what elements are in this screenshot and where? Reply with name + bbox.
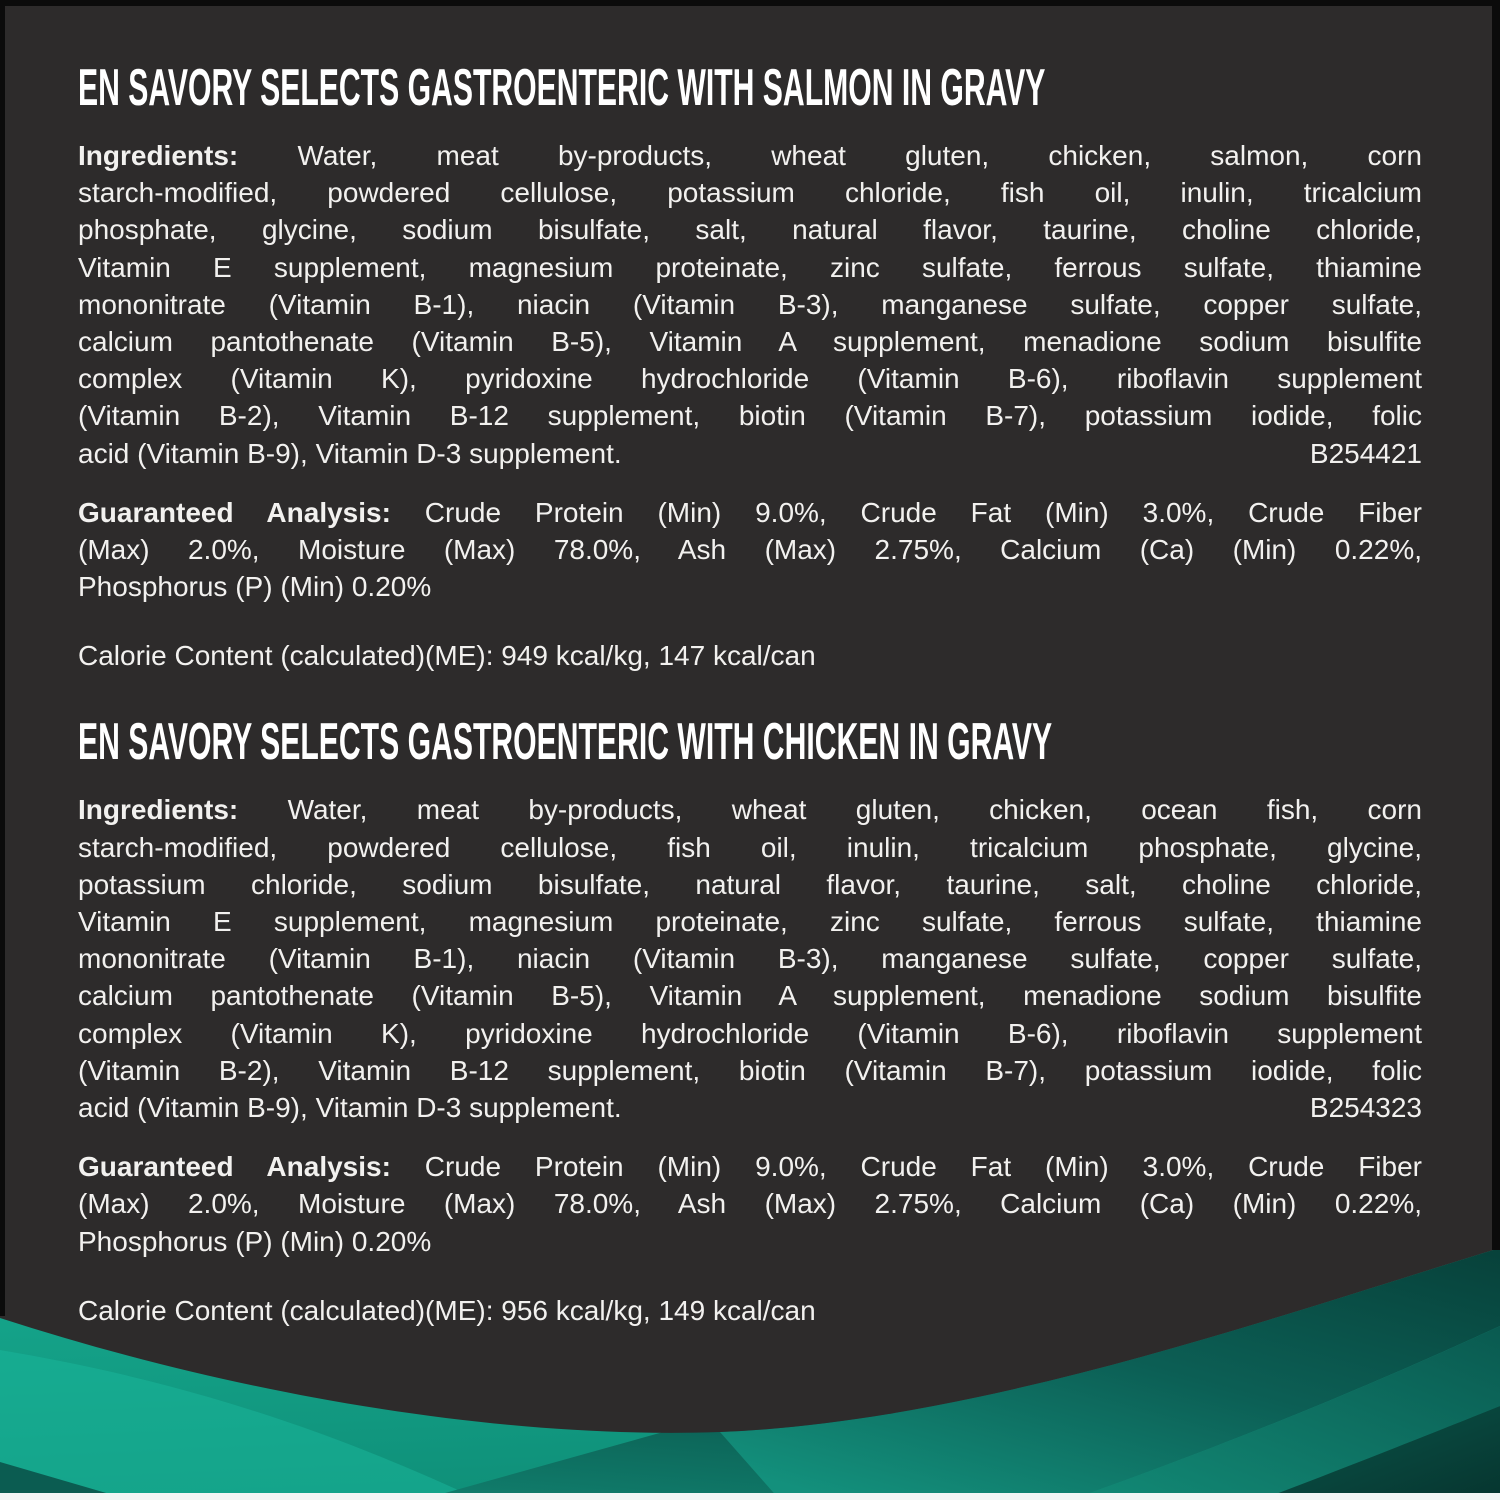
ingredients-line: potassium chloride, sodium bisulfate, natural flavor, taurine, salt, choline chloride, bbox=[78, 868, 1422, 900]
ingredients-line-first bbox=[78, 137, 1422, 174]
ingredients-line: complex (Vitamin K), pyridoxine hydrochloride (Vitamin B-6), riboflavin supplement bbox=[78, 1017, 1422, 1049]
ingredients-line-first-text: Water, meat by-products, wheat gluten, chicken, ocean fish, corn bbox=[287, 794, 1422, 826]
guaranteed-analysis-paragraph bbox=[78, 494, 1422, 606]
ingredients-mid-lines bbox=[78, 174, 1422, 434]
guaranteed-analysis-label: Guaranteed Analysis: bbox=[78, 496, 391, 528]
section-salmon-title: EN SAVORY SELECTS GASTROENTERIC WITH SALMON IN GRAVY bbox=[78, 59, 1046, 117]
ingredients-line: starch-modified, powdered cellulose, fish oil, inulin, tricalcium phosphate, glycine, bbox=[78, 831, 1422, 863]
guaranteed-analysis-line-first-text: Crude Protein (Min) 9.0%, Crude Fat (Min) 3.0%, Crude Fiber bbox=[424, 1151, 1422, 1183]
ingredients-line: complex (Vitamin K), pyridoxine hydrochloride (Vitamin B-6), riboflavin supplement bbox=[78, 363, 1422, 395]
batch-code: B254421 bbox=[1309, 437, 1422, 469]
ingredients-line-last bbox=[78, 435, 1422, 472]
ingredients-last-text: acid (Vitamin B-9), Vitamin D-3 supplement. bbox=[78, 437, 622, 469]
ingredients-paragraph bbox=[78, 137, 1422, 472]
guaranteed-analysis-line-last: Phosphorus (P) (Min) 0.20% bbox=[78, 571, 432, 603]
frame-edge-left bbox=[0, 0, 5, 1316]
ingredients-line: Vitamin E supplement, magnesium proteinate, zinc sulfate, ferrous sulfate, thiamine bbox=[78, 906, 1422, 938]
section-chicken bbox=[78, 713, 1422, 1328]
ingredients-line: mononitrate (Vitamin B-1), niacin (Vitamin B-3), manganese sulfate, copper sulfate, bbox=[78, 288, 1422, 320]
ingredients-line: calcium pantothenate (Vitamin B-5), Vitamin A supplement, menadione sodium bisulfite bbox=[78, 980, 1422, 1012]
ingredients-line: (Vitamin B-2), Vitamin B-12 supplement, biotin (Vitamin B-7), potassium iodide, folic bbox=[78, 400, 1422, 432]
ingredients-line-first bbox=[78, 791, 1422, 828]
label-text-content bbox=[78, 59, 1422, 1329]
ingredients-paragraph bbox=[78, 791, 1422, 1126]
ingredients-line: (Vitamin B-2), Vitamin B-12 supplement, biotin (Vitamin B-7), potassium iodide, folic bbox=[78, 1054, 1422, 1086]
ingredients-line-last bbox=[78, 1089, 1422, 1126]
ingredients-label: Ingredients: bbox=[78, 140, 239, 171]
calorie-content-line: Calorie Content (calculated)(ME): 956 kcal/kg, 149 kcal/can bbox=[78, 1294, 816, 1326]
section-salmon bbox=[78, 59, 1422, 674]
ingredients-label: Ingredients: bbox=[78, 794, 239, 826]
frame-edge-top bbox=[0, 0, 1500, 6]
guaranteed-analysis-line: (Max) 2.0%, Moisture (Max) 78.0%, Ash (Max) 2.75%, Calcium (Ca) (Min) 0.22%, bbox=[78, 1188, 1422, 1220]
ingredients-mid-lines bbox=[78, 829, 1422, 1089]
ingredients-line: calcium pantothenate (Vitamin B-5), Vitamin A supplement, menadione sodium bisulfite bbox=[78, 325, 1422, 357]
guaranteed-analysis-line-first bbox=[78, 1148, 1422, 1185]
ingredients-last-text: acid (Vitamin B-9), Vitamin D-3 supplement. bbox=[78, 1091, 622, 1123]
guaranteed-analysis-line-last: Phosphorus (P) (Min) 0.20% bbox=[78, 1225, 432, 1257]
ingredients-line-first-text: Water, meat by-products, wheat gluten, chicken, salmon, corn bbox=[297, 140, 1422, 171]
section-chicken-title: EN SAVORY SELECTS GASTROENTERIC WITH CHICKEN IN GRAVY bbox=[78, 713, 1053, 772]
guaranteed-analysis-paragraph bbox=[78, 1148, 1422, 1260]
guaranteed-analysis-line: (Max) 2.0%, Moisture (Max) 78.0%, Ash (Max) 2.75%, Calcium (Ca) (Min) 0.22%, bbox=[78, 533, 1422, 565]
guaranteed-analysis-mid-lines bbox=[78, 1185, 1422, 1222]
frame-edge-right bbox=[1492, 0, 1500, 1250]
guaranteed-analysis-line-first bbox=[78, 494, 1422, 531]
ingredients-line: mononitrate (Vitamin B-1), niacin (Vitamin B-3), manganese sulfate, copper sulfate, bbox=[78, 943, 1422, 975]
guaranteed-analysis-label: Guaranteed Analysis: bbox=[78, 1151, 391, 1183]
ingredients-line: starch-modified, powdered cellulose, potassium chloride, fish oil, inulin, tricalcium bbox=[78, 177, 1422, 209]
ingredients-line: phosphate, glycine, sodium bisulfate, salt, natural flavor, taurine, choline chloride, bbox=[78, 214, 1422, 246]
calorie-content-line: Calorie Content (calculated)(ME): 949 kcal/kg, 147 kcal/can bbox=[78, 640, 816, 672]
ingredients-line: Vitamin E supplement, magnesium proteinate, zinc sulfate, ferrous sulfate, thiamine bbox=[78, 251, 1422, 283]
guaranteed-analysis-mid-lines bbox=[78, 531, 1422, 568]
batch-code: B254323 bbox=[1309, 1091, 1422, 1123]
guaranteed-analysis-line-first-text: Crude Protein (Min) 9.0%, Crude Fat (Min) 3.0%, Crude Fiber bbox=[424, 496, 1422, 528]
